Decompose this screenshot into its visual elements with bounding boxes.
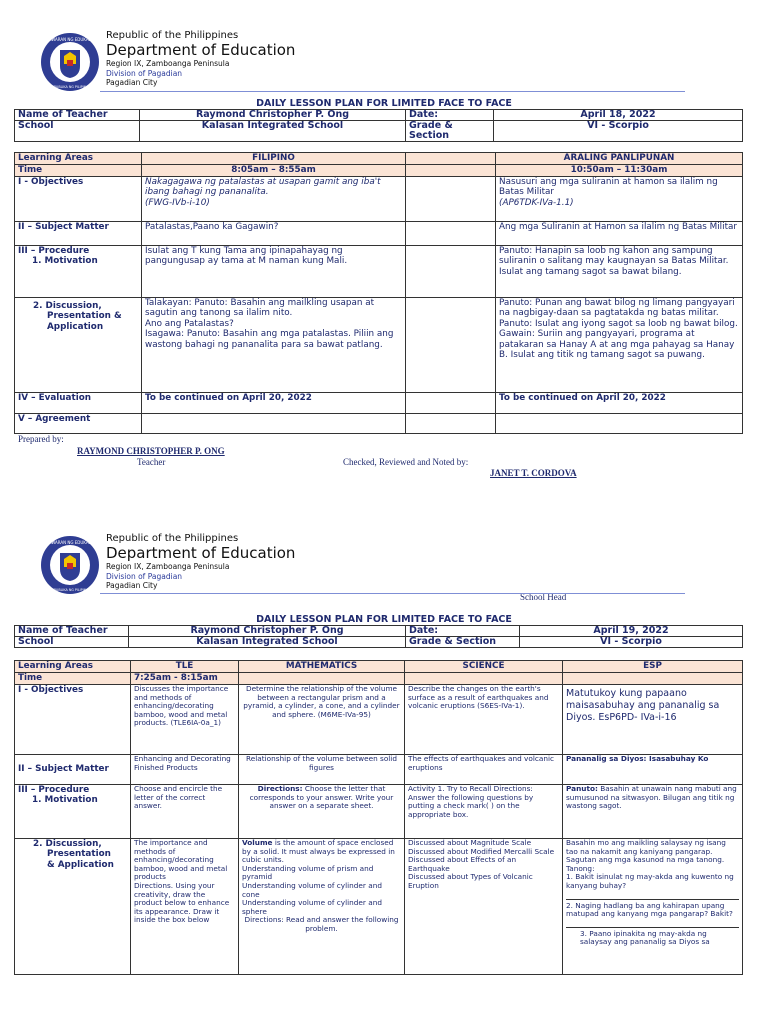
date-value: April 19, 2022 bbox=[520, 626, 743, 637]
agreement-label: V – Agreement bbox=[15, 414, 142, 434]
answer-line[interactable] bbox=[566, 891, 739, 900]
discussion-label: 2. Discussion, Presentation & Application bbox=[15, 298, 142, 393]
teacher-info-table bbox=[14, 625, 743, 648]
preparer-name: RAYMOND CHRISTOPHER P. ONG bbox=[77, 446, 225, 456]
subject-filipino: FILIPINO bbox=[142, 153, 406, 165]
time-label: Time bbox=[15, 673, 131, 685]
republic-label: Republic of the Philippines bbox=[106, 533, 239, 544]
discussion-mathematics: Volume is the amount of space enclosed by a solid. It must always be expressed in cubic units. Understanding volume of prism and pyramid Understanding volume of cylinder and cone Understanding volume of cylinder and sphere Directions: Read and answer the following problem. bbox=[239, 839, 405, 975]
objective-esp: Matutukoy kung papaano maisasabuhay ang pananalig sa Diyos. EsP6PD- IVa-i-16 bbox=[563, 685, 743, 755]
seal-bottom-text: REPUBLIKA NG PILIPINAS bbox=[49, 85, 91, 89]
seal-ring-text: KAGAWARAN NG EDUKASYON bbox=[40, 540, 100, 545]
learning-areas-label: Learning Areas bbox=[15, 661, 131, 673]
department-name: Department of Education bbox=[106, 41, 296, 59]
learning-areas-label: Learning Areas bbox=[15, 153, 142, 165]
time-araling-panlipunan: 10:50am – 11:30am bbox=[496, 165, 743, 177]
discussion-esp: Basahin mo ang maikling salaysay ng isang tao na nakamit ang kaniyang pangarap. Sagutan ang mga kasunod na mga tanong. Tanong: 1. Bakit isinulat ng may-akda ang kuwento ng kanyang buhay? 2. Naging hadlang ba ang kahirapan upang matupad ang kanyang mga pangarap? Bakit? 3. Paano ipinakita ng may-akda ng salaysay ang pananalig sa Diyos sa bbox=[563, 839, 743, 975]
deped-seal-icon bbox=[40, 535, 100, 595]
date-label: Date: bbox=[406, 626, 520, 637]
procedure-label: III – Procedure bbox=[18, 246, 90, 256]
evaluation-label: IV – Evaluation bbox=[15, 393, 142, 414]
subject-araling-panlipunan: ARALING PANLIPUNAN bbox=[496, 153, 743, 165]
objective-araling-panlipunan: Nasusuri ang mga suliranin at hamon sa ilalim ng Batas Militar (AP6TDK-IVa-1.1) bbox=[496, 177, 743, 222]
prepared-by-label: Prepared by: bbox=[18, 434, 64, 444]
discussion-filipino: Talakayan: Panuto: Basahin ang mailkling usapan at sagutin ang tanong sa ilalim nito. Ano ang Patalastas? Isagawa: Panuto: Basahin ang mga patalastas. Piliin ang wastong bahagi ng pananalita para sa bawat patlang. bbox=[142, 298, 406, 393]
objectives-label: I - Objectives bbox=[15, 685, 131, 755]
date-label: Date: bbox=[406, 110, 494, 121]
subject-matter-mathematics: Relationship of the volume between solid figures bbox=[239, 755, 405, 785]
city-label: Pagadian City bbox=[106, 78, 158, 87]
evaluation-araling-panlipunan: To be continued on April 20, 2022 bbox=[496, 393, 743, 414]
subject-matter-esp: Pananalig sa Diyos: Isasabuhay Ko bbox=[563, 755, 743, 785]
subject-science: SCIENCE bbox=[405, 661, 563, 673]
lesson-table-2 bbox=[14, 660, 743, 975]
time-tle: 7:25am - 8:15am bbox=[131, 673, 239, 685]
motivation-label: 1. Motivation bbox=[32, 256, 98, 267]
school-label: School bbox=[15, 637, 129, 648]
region-label: Region IX, Zamboanga Peninsula bbox=[106, 59, 230, 68]
subject-mathematics: MATHEMATICS bbox=[239, 661, 405, 673]
school-name: Kalasan Integrated School bbox=[140, 121, 406, 142]
procedure-cell bbox=[15, 785, 131, 839]
motivation-label: 1. Motivation bbox=[32, 795, 98, 806]
time-filipino: 8:05am – 8:55am bbox=[142, 165, 406, 177]
teacher-name: Raymond Christopher P. Ong bbox=[129, 626, 406, 637]
answer-line[interactable] bbox=[566, 919, 739, 928]
header-rule bbox=[100, 593, 685, 594]
motivation-mathematics: Directions: Choose the letter that corresponds to your answer. Write your answer on a separate sheet. bbox=[239, 785, 405, 839]
city-label: Pagadian City bbox=[106, 581, 158, 590]
school-name: Kalasan Integrated School bbox=[129, 637, 406, 648]
objective-science: Describe the changes on the earth's surface as a result of earthquakes and volcanic eruptions (S6ES-IVa-1). bbox=[405, 685, 563, 755]
objective-filipino: Nakagagawa ng patalastas at usapan gamit ang iba't ibang bahagi ng pananalita. (FWG-IVb-i-10) bbox=[142, 177, 406, 222]
subject-matter-science: The effects of earthquakes and volcanic eruptions bbox=[405, 755, 563, 785]
grade-value: VI - Scorpio bbox=[520, 637, 743, 648]
grade-label: Grade & Section bbox=[406, 637, 520, 648]
discussion-label: 2. Discussion, Presentation & Application bbox=[15, 839, 131, 975]
motivation-araling-panlipunan: Panuto: Hanapin sa loob ng kahon ang sampung suliranin o salitang may kaugnayan sa Batas Militar. Isulat ang tamang sagot sa bawat bilang. bbox=[496, 246, 743, 298]
evaluation-filipino: To be continued on April 20, 2022 bbox=[142, 393, 406, 414]
grade-value: VI - Scorpio bbox=[494, 121, 743, 142]
region-label: Region IX, Zamboanga Peninsula bbox=[106, 562, 230, 571]
grade-label: Grade & Section bbox=[406, 121, 494, 142]
teacher-label: Name of Teacher bbox=[15, 626, 129, 637]
discussion-tle: The importance and methods of enhancing/decorating bamboo, wood and metal products Directions. Using your creativity, draw the product below to enhance its appearance. Draw it inside the box below bbox=[131, 839, 239, 975]
objective-mathematics: Determine the relationship of the volume between a rectangular prism and a pyramid, a cylinder, a cone, and a cylinder and sphere. (M6ME-IVa-95) bbox=[239, 685, 405, 755]
discussion-araling-panlipunan: Panuto: Punan ang bawat bilog ng limang pangyayari na nagbigay-daan sa pagtatakda ng batas militar. Panuto: Isulat ang iyong sagot sa loob ng bawat bilog. Gawain: Suriin ang pangyayari, programa at patakaran sa Hanay A at ang mga pahayag sa Hanay B. Isulat ang titik ng tamang sagot sa puwang. bbox=[496, 298, 743, 393]
time-label: Time bbox=[15, 165, 142, 177]
date-value: April 18, 2022 bbox=[494, 110, 743, 121]
deped-seal-icon bbox=[40, 32, 100, 92]
seal-bottom-text: REPUBLIKA NG PILIPINAS bbox=[49, 588, 91, 592]
division-label: Division of Pagadian bbox=[106, 571, 183, 581]
subject-matter-tle: Enhancing and Decorating Finished Products bbox=[131, 755, 239, 785]
plan-title: DAILY LESSON PLAN FOR LIMITED FACE TO FACE bbox=[256, 98, 512, 109]
school-label: School bbox=[15, 121, 140, 142]
subject-matter-araling-panlipunan: Ang mga Suliranin at Hamon sa ilalim ng Batas Militar bbox=[496, 222, 743, 246]
teacher-name: Raymond Christopher P. Ong bbox=[140, 110, 406, 121]
procedure-cell bbox=[15, 246, 142, 298]
teacher-info-table bbox=[14, 109, 743, 142]
school-head-role: School Head bbox=[520, 592, 567, 602]
division-label: Division of Pagadian bbox=[106, 68, 183, 78]
subject-esp: ESP bbox=[563, 661, 743, 673]
subject-tle: TLE bbox=[131, 661, 239, 673]
subject-matter-filipino: Patalastas,Paano ka Gagawin? bbox=[142, 222, 406, 246]
motivation-science: Activity 1. Try to Recall Directions: Answer the following questions by putting a check mark( ) on the appropriate box. bbox=[405, 785, 563, 839]
objectives-label: I - Objectives bbox=[15, 177, 142, 222]
checked-by-label: Checked, Reviewed and Noted by: bbox=[343, 457, 469, 467]
department-name: Department of Education bbox=[106, 544, 296, 562]
subject-matter-label: II – Subject Matter bbox=[15, 755, 131, 785]
discussion-science: Discussed about Magnitude Scale Discussed about Modified Mercalli Scale Discussed about Effects of an Earthquake Discussed about Types of Volcanic Eruption bbox=[405, 839, 563, 975]
seal-ring-text: KAGAWARAN NG EDUKASYON bbox=[40, 37, 100, 42]
motivation-tle: Choose and encircle the letter of the correct answer. bbox=[131, 785, 239, 839]
preparer-role: Teacher bbox=[137, 457, 166, 467]
teacher-label: Name of Teacher bbox=[15, 110, 140, 121]
plan-title: DAILY LESSON PLAN FOR LIMITED FACE TO FACE bbox=[256, 614, 512, 625]
procedure-label: III – Procedure bbox=[18, 785, 90, 795]
header-rule bbox=[100, 91, 685, 92]
subject-matter-label: II – Subject Matter bbox=[15, 222, 142, 246]
deped-header-2 bbox=[40, 531, 740, 601]
motivation-esp: Panuto: Basahin at unawain nang mabuti ang sumusunod na sitwasyon. Bilugan ang titik ng wastong sagot. bbox=[563, 785, 743, 839]
lesson-table bbox=[14, 152, 743, 434]
school-head-name: JANET T. CORDOVA bbox=[490, 468, 577, 478]
deped-header bbox=[40, 28, 740, 98]
motivation-filipino: Isulat ang T kung Tama ang ipinapahayag ng pangungusap ay tama at M naman kung Mali. bbox=[142, 246, 406, 298]
republic-label: Republic of the Philippines bbox=[106, 30, 239, 41]
objective-tle: Discusses the importance and methods of enhancing/decorating bamboo, wood and metal products. (TLE6IA-0a_1) bbox=[131, 685, 239, 755]
